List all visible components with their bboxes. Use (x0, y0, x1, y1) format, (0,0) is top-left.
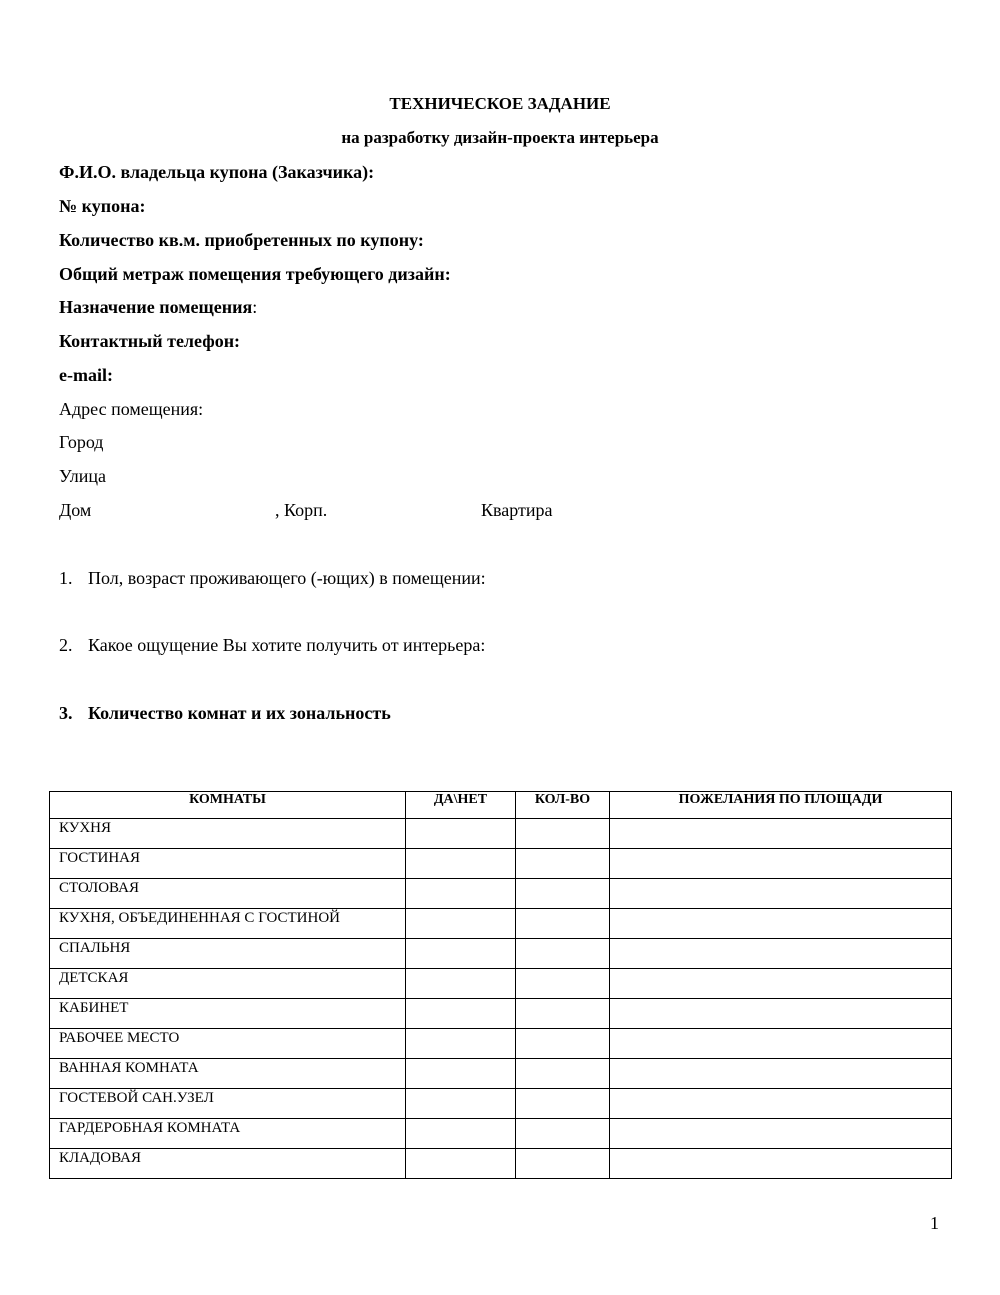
room-name: КУХНЯ, ОБЪЕДИНЕННАЯ С ГОСТИНОЙ (50, 909, 406, 939)
building-label: , Корп. (275, 500, 328, 520)
yes-no-cell[interactable] (406, 939, 516, 969)
street-label: Улица (59, 466, 106, 486)
total-area-label: Общий метраж помещения требующего дизайн: (59, 264, 451, 284)
area-wishes-cell[interactable] (610, 1089, 952, 1119)
owner-name-label: Ф.И.О. владельца купона (Заказчика): (59, 162, 375, 182)
quantity-cell[interactable] (516, 849, 610, 879)
yes-no-cell[interactable] (406, 849, 516, 879)
quantity-cell[interactable] (516, 1029, 610, 1059)
quantity-cell[interactable] (516, 1089, 610, 1119)
room-name: ГОСТЕВОЙ САН.УЗЕЛ (50, 1089, 406, 1119)
apartment-label: Квартира (481, 500, 553, 520)
room-name: РАБОЧЕЕ МЕСТО (50, 1029, 406, 1059)
column-header-yes-no: ДА\НЕТ (406, 792, 516, 819)
sqm-purchased-label: Количество кв.м. приобретенных по купону: (59, 230, 424, 250)
quantity-cell[interactable] (516, 819, 610, 849)
table-row (50, 1059, 952, 1089)
table-row (50, 1149, 952, 1179)
yes-no-cell[interactable] (406, 969, 516, 999)
column-header-area-wishes: ПОЖЕЛАНИЯ ПО ПЛОЩАДИ (610, 792, 952, 819)
quantity-cell[interactable] (516, 999, 610, 1029)
yes-no-cell[interactable] (406, 1029, 516, 1059)
room-name: ГАРДЕРОБНАЯ КОМНАТА (50, 1119, 406, 1149)
phone-label: Контактный телефон: (59, 331, 241, 351)
question-1 (59, 568, 486, 589)
question-3 (59, 703, 391, 724)
question-3-number: 3. (59, 703, 73, 723)
table-row (50, 969, 952, 999)
area-wishes-cell[interactable] (610, 1119, 952, 1149)
quantity-cell[interactable] (516, 1149, 610, 1179)
room-name: ГОСТИНАЯ (50, 849, 406, 879)
house-label: Дом (59, 500, 92, 520)
purpose-label-text: Назначение помещения (59, 297, 253, 317)
room-name: КЛАДОВАЯ (50, 1149, 406, 1179)
document-subtitle: на разработку дизайн-проекта интерьера (341, 128, 659, 147)
yes-no-cell[interactable] (406, 1119, 516, 1149)
page-number: 1 (930, 1213, 939, 1233)
area-wishes-cell[interactable] (610, 849, 952, 879)
room-name: КУХНЯ (50, 819, 406, 849)
yes-no-cell[interactable] (406, 819, 516, 849)
room-name: ДЕТСКАЯ (50, 969, 406, 999)
yes-no-cell[interactable] (406, 909, 516, 939)
document-title: ТЕХНИЧЕСКОЕ ЗАДАНИЕ (389, 94, 611, 113)
area-wishes-cell[interactable] (610, 879, 952, 909)
table-row (50, 849, 952, 879)
yes-no-cell[interactable] (406, 999, 516, 1029)
table-row (50, 999, 952, 1029)
area-wishes-cell[interactable] (610, 969, 952, 999)
area-wishes-cell[interactable] (610, 1149, 952, 1179)
email-label: e-mail: (59, 365, 113, 385)
area-wishes-cell[interactable] (610, 1029, 952, 1059)
purpose-label (59, 297, 257, 318)
quantity-cell[interactable] (516, 909, 610, 939)
table-row (50, 939, 952, 969)
yes-no-cell[interactable] (406, 879, 516, 909)
quantity-cell[interactable] (516, 1059, 610, 1089)
question-1-number: 1. (59, 568, 73, 588)
table-row (50, 1029, 952, 1059)
room-name: СПАЛЬНЯ (50, 939, 406, 969)
purpose-colon: : (252, 297, 258, 317)
question-2 (59, 635, 486, 656)
table-row (50, 819, 952, 849)
quantity-cell[interactable] (516, 1119, 610, 1149)
rooms-table (49, 791, 952, 1179)
yes-no-cell[interactable] (406, 1059, 516, 1089)
question-2-text: Какое ощущение Вы хотите получить от интерьера: (88, 635, 486, 655)
column-header-rooms: КОМНАТЫ (50, 792, 406, 819)
quantity-cell[interactable] (516, 879, 610, 909)
table-row (50, 879, 952, 909)
table-header-row (50, 792, 952, 819)
question-2-number: 2. (59, 635, 73, 655)
column-header-quantity: КОЛ-ВО (516, 792, 610, 819)
area-wishes-cell[interactable] (610, 999, 952, 1029)
area-wishes-cell[interactable] (610, 1059, 952, 1089)
table-row (50, 1089, 952, 1119)
quantity-cell[interactable] (516, 939, 610, 969)
room-name: ВАННАЯ КОМНАТА (50, 1059, 406, 1089)
table-row (50, 1119, 952, 1149)
coupon-number-label: № купона: (59, 196, 146, 216)
area-wishes-cell[interactable] (610, 909, 952, 939)
yes-no-cell[interactable] (406, 1149, 516, 1179)
question-3-text: Количество комнат и их зональность (88, 703, 391, 723)
room-name: СТОЛОВАЯ (50, 879, 406, 909)
room-name: КАБИНЕТ (50, 999, 406, 1029)
area-wishes-cell[interactable] (610, 819, 952, 849)
city-label: Город (59, 432, 104, 452)
question-1-text: Пол, возраст проживающего (-ющих) в помещении: (88, 568, 486, 588)
area-wishes-cell[interactable] (610, 939, 952, 969)
yes-no-cell[interactable] (406, 1089, 516, 1119)
quantity-cell[interactable] (516, 969, 610, 999)
address-label: Адрес помещения: (59, 399, 204, 419)
table-row (50, 909, 952, 939)
